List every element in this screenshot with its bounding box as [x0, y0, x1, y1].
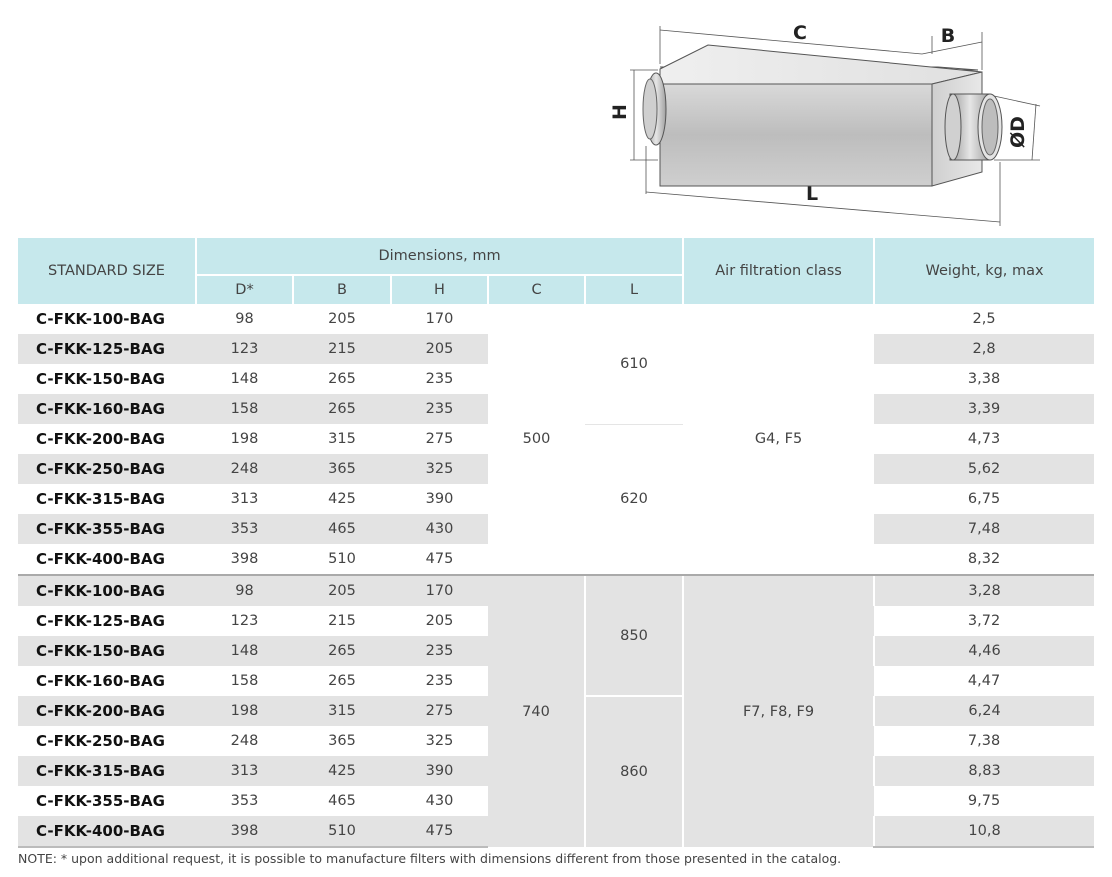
b-cell: 465	[293, 514, 391, 544]
b-cell: 205	[293, 575, 391, 606]
h-cell: 235	[391, 666, 488, 696]
b-cell: 215	[293, 606, 391, 636]
b-cell: 425	[293, 484, 391, 514]
header-h: H	[391, 275, 488, 304]
c-cell: 500	[488, 304, 585, 575]
h-cell: 390	[391, 484, 488, 514]
b-cell: 205	[293, 304, 391, 334]
weight-cell: 8,32	[874, 544, 1094, 575]
d-cell: 148	[196, 636, 293, 666]
h-cell: 235	[391, 636, 488, 666]
table-row	[18, 575, 1094, 606]
model-cell: C-FKK-125-BAG	[18, 606, 196, 636]
h-cell: 390	[391, 756, 488, 786]
filtration-cell: G4, F5	[683, 304, 874, 575]
b-cell: 365	[293, 726, 391, 756]
d-cell: 198	[196, 696, 293, 726]
d-cell: 98	[196, 575, 293, 606]
d-cell: 313	[196, 756, 293, 786]
model-cell: C-FKK-125-BAG	[18, 334, 196, 364]
h-cell: 325	[391, 454, 488, 484]
model-cell: C-FKK-160-BAG	[18, 666, 196, 696]
weight-cell: 7,38	[874, 726, 1094, 756]
label-b: B	[940, 25, 956, 47]
model-cell: C-FKK-355-BAG	[18, 514, 196, 544]
weight-cell: 3,39	[874, 394, 1094, 424]
b-cell: 315	[293, 696, 391, 726]
weight-cell: 2,5	[874, 304, 1094, 334]
weight-cell: 10,8	[874, 816, 1094, 847]
d-cell: 98	[196, 304, 293, 334]
b-cell: 265	[293, 636, 391, 666]
model-cell: C-FKK-100-BAG	[18, 304, 196, 334]
d-cell: 248	[196, 726, 293, 756]
b-cell: 265	[293, 394, 391, 424]
d-cell: 248	[196, 454, 293, 484]
header-d: D*	[196, 275, 293, 304]
model-cell: C-FKK-400-BAG	[18, 816, 196, 847]
d-cell: 398	[196, 544, 293, 575]
weight-cell: 4,73	[874, 424, 1094, 454]
table-row	[18, 304, 1094, 334]
d-cell: 353	[196, 786, 293, 816]
h-cell: 475	[391, 816, 488, 847]
h-cell: 325	[391, 726, 488, 756]
b-cell: 215	[293, 334, 391, 364]
d-cell: 353	[196, 514, 293, 544]
h-cell: 235	[391, 394, 488, 424]
header-b: B	[293, 275, 391, 304]
weight-cell: 8,83	[874, 756, 1094, 786]
h-cell: 205	[391, 606, 488, 636]
h-cell: 170	[391, 575, 488, 606]
footnote: NOTE: * upon additional request, it is possible to manufacture filters with dimensions different from those presented in the catalog.	[18, 851, 842, 866]
d-cell: 158	[196, 394, 293, 424]
label-d: ØD	[1007, 116, 1029, 148]
b-cell: 265	[293, 666, 391, 696]
d-cell: 198	[196, 424, 293, 454]
filter-box-drawing	[600, 12, 1070, 232]
model-cell: C-FKK-100-BAG	[18, 575, 196, 606]
section-g4-f5	[18, 304, 1094, 575]
h-cell: 275	[391, 696, 488, 726]
h-cell: 205	[391, 334, 488, 364]
model-cell: C-FKK-315-BAG	[18, 484, 196, 514]
l-cell: 620	[585, 424, 683, 575]
header-l: L	[585, 275, 683, 304]
model-cell: C-FKK-200-BAG	[18, 696, 196, 726]
weight-cell: 5,62	[874, 454, 1094, 484]
b-cell: 510	[293, 816, 391, 847]
b-cell: 465	[293, 786, 391, 816]
specification-table	[18, 238, 1094, 848]
weight-cell: 3,28	[874, 575, 1094, 606]
h-cell: 475	[391, 544, 488, 575]
h-cell: 430	[391, 786, 488, 816]
header-air-filtration: Air filtration class	[683, 238, 874, 304]
b-cell: 510	[293, 544, 391, 575]
header-weight: Weight, kg, max	[874, 238, 1094, 304]
filtration-cell: F7, F8, F9	[683, 575, 874, 847]
l-cell: 850	[585, 575, 683, 696]
weight-cell: 6,75	[874, 484, 1094, 514]
l-cell: 860	[585, 696, 683, 847]
weight-cell: 7,48	[874, 514, 1094, 544]
header-c: C	[488, 275, 585, 304]
c-cell: 740	[488, 575, 585, 847]
weight-cell: 6,24	[874, 696, 1094, 726]
b-cell: 265	[293, 364, 391, 394]
model-cell: C-FKK-355-BAG	[18, 786, 196, 816]
b-cell: 315	[293, 424, 391, 454]
d-cell: 123	[196, 334, 293, 364]
weight-cell: 3,72	[874, 606, 1094, 636]
model-cell: C-FKK-200-BAG	[18, 424, 196, 454]
d-cell: 313	[196, 484, 293, 514]
l-cell: 610	[585, 304, 683, 424]
label-l: L	[805, 183, 819, 205]
model-cell: C-FKK-315-BAG	[18, 756, 196, 786]
section-f7-f8-f9	[18, 575, 1094, 847]
label-c: C	[793, 22, 807, 44]
d-cell: 158	[196, 666, 293, 696]
weight-cell: 9,75	[874, 786, 1094, 816]
b-cell: 425	[293, 756, 391, 786]
model-cell: C-FKK-150-BAG	[18, 636, 196, 666]
h-cell: 430	[391, 514, 488, 544]
weight-cell: 3,38	[874, 364, 1094, 394]
header-standard-size: STANDARD SIZE	[18, 238, 196, 304]
weight-cell: 4,46	[874, 636, 1094, 666]
model-cell: C-FKK-150-BAG	[18, 364, 196, 394]
model-cell: C-FKK-250-BAG	[18, 726, 196, 756]
h-cell: 235	[391, 364, 488, 394]
model-cell: C-FKK-400-BAG	[18, 544, 196, 575]
d-cell: 148	[196, 364, 293, 394]
header-dimensions: Dimensions, mm	[196, 238, 683, 275]
model-cell: C-FKK-160-BAG	[18, 394, 196, 424]
b-cell: 365	[293, 454, 391, 484]
d-cell: 398	[196, 816, 293, 847]
weight-cell: 2,8	[874, 334, 1094, 364]
d-cell: 123	[196, 606, 293, 636]
model-cell: C-FKK-250-BAG	[18, 454, 196, 484]
weight-cell: 4,47	[874, 666, 1094, 696]
h-cell: 170	[391, 304, 488, 334]
label-h: H	[609, 104, 631, 120]
h-cell: 275	[391, 424, 488, 454]
